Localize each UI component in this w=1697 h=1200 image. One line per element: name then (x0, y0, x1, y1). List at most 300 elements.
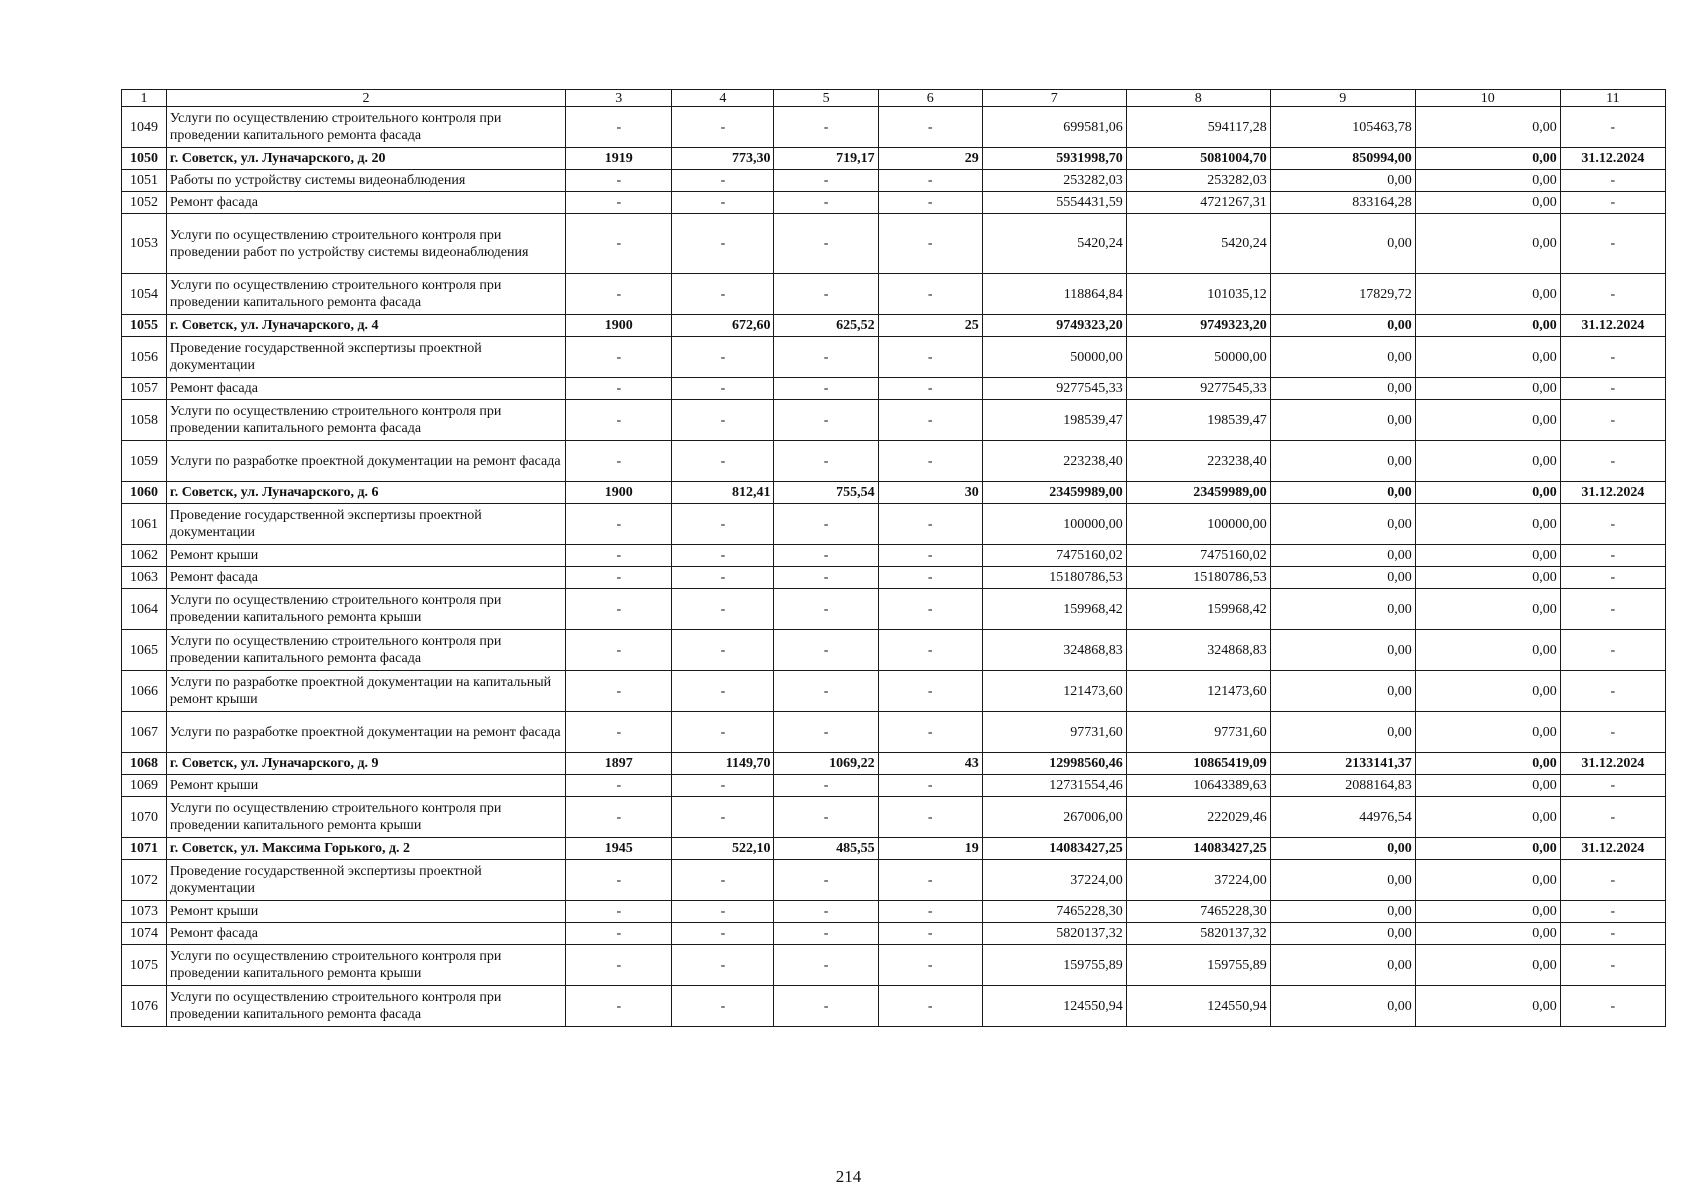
total-cost-cell: 198539,47 (982, 400, 1126, 441)
row-number-cell: 1064 (122, 589, 167, 630)
other-cost-cell: 0,00 (1270, 712, 1415, 753)
total-cost-cell: 124550,94 (982, 986, 1126, 1027)
residents-cell: 30 (878, 482, 982, 504)
total-area-cell: - (672, 545, 774, 567)
total-area-cell: - (672, 107, 774, 148)
fund-cost-cell: 5081004,70 (1126, 148, 1270, 170)
year-cell: 1900 (566, 482, 672, 504)
fund-cost-cell: 9749323,20 (1126, 315, 1270, 337)
total-cost-cell: 12998560,46 (982, 753, 1126, 775)
table-row (122, 504, 1666, 545)
table-row (122, 192, 1666, 214)
other-cost-cell: 0,00 (1270, 337, 1415, 378)
fund-cost-cell: 97731,60 (1126, 712, 1270, 753)
work-name-cell: г. Советск, ул. Луначарского, д. 9 (166, 753, 565, 775)
other-cost-cell: 0,00 (1270, 378, 1415, 400)
address-row (122, 838, 1666, 860)
row-number-cell: 1076 (122, 986, 167, 1027)
fund-cost-cell: 4721267,31 (1126, 192, 1270, 214)
deadline-cell: - (1560, 337, 1665, 378)
table-row (122, 797, 1666, 838)
deadline-cell: - (1560, 901, 1665, 923)
residents-cell: 43 (878, 753, 982, 775)
row-number-cell: 1061 (122, 504, 167, 545)
owners-cost-cell: 0,00 (1415, 482, 1560, 504)
column-header: 7 (982, 90, 1126, 107)
living-area-cell: - (774, 441, 878, 482)
total-cost-cell: 5420,24 (982, 214, 1126, 274)
column-header: 2 (166, 90, 565, 107)
deadline-cell: - (1560, 400, 1665, 441)
row-number-cell: 1059 (122, 441, 167, 482)
fund-cost-cell: 253282,03 (1126, 170, 1270, 192)
living-area-cell: - (774, 589, 878, 630)
table-row (122, 712, 1666, 753)
total-area-cell: - (672, 923, 774, 945)
row-number-cell: 1075 (122, 945, 167, 986)
other-cost-cell: 0,00 (1270, 545, 1415, 567)
total-area-cell: 522,10 (672, 838, 774, 860)
column-header: 5 (774, 90, 878, 107)
residents-cell: - (878, 630, 982, 671)
other-cost-cell: 0,00 (1270, 923, 1415, 945)
year-cell: - (566, 712, 672, 753)
living-area-cell: - (774, 901, 878, 923)
living-area-cell: - (774, 775, 878, 797)
other-cost-cell: 0,00 (1270, 589, 1415, 630)
year-cell: - (566, 504, 672, 545)
year-cell: - (566, 630, 672, 671)
year-cell: 1900 (566, 315, 672, 337)
deadline-cell: 31.12.2024 (1560, 838, 1665, 860)
work-name-cell: Услуги по разработке проектной документации на ремонт фасада (166, 712, 565, 753)
row-number-cell: 1052 (122, 192, 167, 214)
owners-cost-cell: 0,00 (1415, 274, 1560, 315)
deadline-cell: - (1560, 378, 1665, 400)
deadline-cell: - (1560, 671, 1665, 712)
owners-cost-cell: 0,00 (1415, 400, 1560, 441)
total-area-cell: - (672, 775, 774, 797)
fund-cost-cell: 159755,89 (1126, 945, 1270, 986)
work-name-cell: Проведение государственной экспертизы проектной документации (166, 337, 565, 378)
living-area-cell: - (774, 860, 878, 901)
living-area-cell: 1069,22 (774, 753, 878, 775)
other-cost-cell: 0,00 (1270, 170, 1415, 192)
deadline-cell: 31.12.2024 (1560, 753, 1665, 775)
total-area-cell: 672,60 (672, 315, 774, 337)
owners-cost-cell: 0,00 (1415, 797, 1560, 838)
total-cost-cell: 100000,00 (982, 504, 1126, 545)
total-area-cell: - (672, 337, 774, 378)
row-number-cell: 1050 (122, 148, 167, 170)
column-header: 9 (1270, 90, 1415, 107)
year-cell: - (566, 378, 672, 400)
address-row (122, 148, 1666, 170)
total-cost-cell: 159968,42 (982, 589, 1126, 630)
fund-cost-cell: 15180786,53 (1126, 567, 1270, 589)
row-number-cell: 1062 (122, 545, 167, 567)
other-cost-cell: 0,00 (1270, 945, 1415, 986)
column-header: 3 (566, 90, 672, 107)
total-cost-cell: 37224,00 (982, 860, 1126, 901)
owners-cost-cell: 0,00 (1415, 630, 1560, 671)
residents-cell: - (878, 400, 982, 441)
owners-cost-cell: 0,00 (1415, 378, 1560, 400)
fund-cost-cell: 198539,47 (1126, 400, 1270, 441)
deadline-cell: - (1560, 775, 1665, 797)
total-cost-cell: 15180786,53 (982, 567, 1126, 589)
address-row (122, 753, 1666, 775)
work-name-cell: г. Советск, ул. Максима Горького, д. 2 (166, 838, 565, 860)
residents-cell: 19 (878, 838, 982, 860)
work-name-cell: Ремонт крыши (166, 545, 565, 567)
deadline-cell: - (1560, 567, 1665, 589)
deadline-cell: - (1560, 589, 1665, 630)
year-cell: - (566, 214, 672, 274)
deadline-cell: - (1560, 192, 1665, 214)
address-row (122, 315, 1666, 337)
living-area-cell: - (774, 712, 878, 753)
living-area-cell: - (774, 192, 878, 214)
fund-cost-cell: 10643389,63 (1126, 775, 1270, 797)
row-number-cell: 1069 (122, 775, 167, 797)
living-area-cell: - (774, 107, 878, 148)
table-row (122, 214, 1666, 274)
other-cost-cell: 0,00 (1270, 315, 1415, 337)
living-area-cell: - (774, 378, 878, 400)
column-header: 11 (1560, 90, 1665, 107)
fund-cost-cell: 159968,42 (1126, 589, 1270, 630)
column-number-header-row (122, 90, 1666, 107)
owners-cost-cell: 0,00 (1415, 315, 1560, 337)
total-cost-cell: 50000,00 (982, 337, 1126, 378)
year-cell: - (566, 589, 672, 630)
table-row (122, 274, 1666, 315)
total-area-cell: - (672, 504, 774, 545)
work-name-cell: Ремонт крыши (166, 775, 565, 797)
living-area-cell: 719,17 (774, 148, 878, 170)
column-header: 4 (672, 90, 774, 107)
other-cost-cell: 0,00 (1270, 482, 1415, 504)
living-area-cell: - (774, 671, 878, 712)
residents-cell: - (878, 567, 982, 589)
deadline-cell: - (1560, 712, 1665, 753)
other-cost-cell: 0,00 (1270, 567, 1415, 589)
address-row (122, 482, 1666, 504)
column-header: 8 (1126, 90, 1270, 107)
living-area-cell: - (774, 545, 878, 567)
year-cell: - (566, 441, 672, 482)
row-number-cell: 1055 (122, 315, 167, 337)
total-cost-cell: 5554431,59 (982, 192, 1126, 214)
deadline-cell: - (1560, 504, 1665, 545)
table-row (122, 589, 1666, 630)
deadline-cell: - (1560, 945, 1665, 986)
owners-cost-cell: 0,00 (1415, 753, 1560, 775)
year-cell: - (566, 797, 672, 838)
row-number-cell: 1060 (122, 482, 167, 504)
table-row (122, 378, 1666, 400)
living-area-cell: - (774, 504, 878, 545)
living-area-cell: - (774, 337, 878, 378)
owners-cost-cell: 0,00 (1415, 838, 1560, 860)
residents-cell: - (878, 337, 982, 378)
total-area-cell: - (672, 378, 774, 400)
fund-cost-cell: 5420,24 (1126, 214, 1270, 274)
fund-cost-cell: 594117,28 (1126, 107, 1270, 148)
owners-cost-cell: 0,00 (1415, 589, 1560, 630)
total-area-cell: - (672, 441, 774, 482)
total-area-cell: 1149,70 (672, 753, 774, 775)
residents-cell: 25 (878, 315, 982, 337)
row-number-cell: 1054 (122, 274, 167, 315)
fund-cost-cell: 121473,60 (1126, 671, 1270, 712)
residents-cell: - (878, 923, 982, 945)
living-area-cell: - (774, 945, 878, 986)
living-area-cell: 625,52 (774, 315, 878, 337)
deadline-cell: - (1560, 986, 1665, 1027)
fund-cost-cell: 124550,94 (1126, 986, 1270, 1027)
work-name-cell: г. Советск, ул. Луначарского, д. 6 (166, 482, 565, 504)
year-cell: 1897 (566, 753, 672, 775)
total-cost-cell: 9277545,33 (982, 378, 1126, 400)
work-name-cell: г. Советск, ул. Луначарского, д. 20 (166, 148, 565, 170)
deadline-cell: - (1560, 923, 1665, 945)
table-row (122, 901, 1666, 923)
total-area-cell: - (672, 170, 774, 192)
page-number: 214 (835, 1167, 862, 1186)
year-cell: 1919 (566, 148, 672, 170)
fund-cost-cell: 222029,46 (1126, 797, 1270, 838)
living-area-cell: - (774, 274, 878, 315)
year-cell: - (566, 901, 672, 923)
work-name-cell: Ремонт фасада (166, 378, 565, 400)
year-cell: - (566, 567, 672, 589)
year-cell: - (566, 945, 672, 986)
residents-cell: - (878, 441, 982, 482)
work-name-cell: Проведение государственной экспертизы проектной документации (166, 860, 565, 901)
column-header: 1 (122, 90, 167, 107)
row-number-cell: 1053 (122, 214, 167, 274)
residents-cell: - (878, 274, 982, 315)
table-row (122, 923, 1666, 945)
work-name-cell: Ремонт крыши (166, 901, 565, 923)
work-name-cell: Услуги по осуществлению строительного контроля при проведении капитального ремонта крыши (166, 945, 565, 986)
other-cost-cell: 0,00 (1270, 986, 1415, 1027)
work-name-cell: Услуги по осуществлению строительного контроля при проведении капитального ремонта фасада (166, 274, 565, 315)
year-cell: - (566, 671, 672, 712)
fund-cost-cell: 5820137,32 (1126, 923, 1270, 945)
row-number-cell: 1071 (122, 838, 167, 860)
owners-cost-cell: 0,00 (1415, 860, 1560, 901)
table-row (122, 400, 1666, 441)
residents-cell: - (878, 986, 982, 1027)
residents-cell: - (878, 945, 982, 986)
work-name-cell: Услуги по разработке проектной документации на капитальный ремонт крыши (166, 671, 565, 712)
total-area-cell: - (672, 274, 774, 315)
living-area-cell: 485,55 (774, 838, 878, 860)
table-row (122, 986, 1666, 1027)
total-area-cell: - (672, 986, 774, 1027)
year-cell: - (566, 545, 672, 567)
year-cell: - (566, 107, 672, 148)
fund-cost-cell: 100000,00 (1126, 504, 1270, 545)
row-number-cell: 1072 (122, 860, 167, 901)
owners-cost-cell: 0,00 (1415, 671, 1560, 712)
deadline-cell: - (1560, 107, 1665, 148)
work-name-cell: Услуги по осуществлению строительного контроля при проведении капитального ремонта фасада (166, 986, 565, 1027)
row-number-cell: 1063 (122, 567, 167, 589)
deadline-cell: 31.12.2024 (1560, 148, 1665, 170)
total-cost-cell: 23459989,00 (982, 482, 1126, 504)
total-cost-cell: 9749323,20 (982, 315, 1126, 337)
table-row (122, 671, 1666, 712)
year-cell: - (566, 274, 672, 315)
other-cost-cell: 833164,28 (1270, 192, 1415, 214)
total-area-cell: - (672, 192, 774, 214)
row-number-cell: 1066 (122, 671, 167, 712)
total-cost-cell: 159755,89 (982, 945, 1126, 986)
work-name-cell: Услуги по осуществлению строительного контроля при проведении работ по устройству системы видеонаблюдения (166, 214, 565, 274)
work-name-cell: Услуги по осуществлению строительного контроля при проведении капитального ремонта фасада (166, 400, 565, 441)
residents-cell: - (878, 589, 982, 630)
total-area-cell: 773,30 (672, 148, 774, 170)
work-name-cell: Услуги по осуществлению строительного контроля при проведении капитального ремонта фасада (166, 107, 565, 148)
residents-cell: - (878, 901, 982, 923)
year-cell: - (566, 337, 672, 378)
work-name-cell: Услуги по разработке проектной документации на ремонт фасада (166, 441, 565, 482)
fund-cost-cell: 23459989,00 (1126, 482, 1270, 504)
fund-cost-cell: 223238,40 (1126, 441, 1270, 482)
total-area-cell: - (672, 214, 774, 274)
total-area-cell: - (672, 567, 774, 589)
total-cost-cell: 5931998,70 (982, 148, 1126, 170)
owners-cost-cell: 0,00 (1415, 945, 1560, 986)
residents-cell: - (878, 671, 982, 712)
owners-cost-cell: 0,00 (1415, 567, 1560, 589)
total-area-cell: - (672, 589, 774, 630)
residents-cell: - (878, 192, 982, 214)
total-area-cell: - (672, 945, 774, 986)
residents-cell: - (878, 214, 982, 274)
living-area-cell: - (774, 923, 878, 945)
deadline-cell: 31.12.2024 (1560, 482, 1665, 504)
deadline-cell: - (1560, 170, 1665, 192)
total-area-cell: 812,41 (672, 482, 774, 504)
other-cost-cell: 2133141,37 (1270, 753, 1415, 775)
residents-cell: - (878, 170, 982, 192)
table-row (122, 545, 1666, 567)
total-cost-cell: 97731,60 (982, 712, 1126, 753)
fund-cost-cell: 9277545,33 (1126, 378, 1270, 400)
work-name-cell: Услуги по осуществлению строительного контроля при проведении капитального ремонта фасада (166, 630, 565, 671)
owners-cost-cell: 0,00 (1415, 923, 1560, 945)
other-cost-cell: 0,00 (1270, 860, 1415, 901)
work-name-cell: г. Советск, ул. Луначарского, д. 4 (166, 315, 565, 337)
work-name-cell: Ремонт фасада (166, 567, 565, 589)
total-area-cell: - (672, 671, 774, 712)
table-row (122, 567, 1666, 589)
living-area-cell: - (774, 170, 878, 192)
year-cell: 1945 (566, 838, 672, 860)
fund-cost-cell: 14083427,25 (1126, 838, 1270, 860)
total-area-cell: - (672, 901, 774, 923)
owners-cost-cell: 0,00 (1415, 107, 1560, 148)
year-cell: - (566, 170, 672, 192)
total-cost-cell: 14083427,25 (982, 838, 1126, 860)
fund-cost-cell: 10865419,09 (1126, 753, 1270, 775)
fund-cost-cell: 324868,83 (1126, 630, 1270, 671)
deadline-cell: 31.12.2024 (1560, 315, 1665, 337)
table-row (122, 441, 1666, 482)
table-row (122, 107, 1666, 148)
work-name-cell: Проведение государственной экспертизы проектной документации (166, 504, 565, 545)
row-number-cell: 1073 (122, 901, 167, 923)
year-cell: - (566, 775, 672, 797)
residents-cell: - (878, 712, 982, 753)
total-area-cell: - (672, 860, 774, 901)
row-number-cell: 1049 (122, 107, 167, 148)
other-cost-cell: 0,00 (1270, 671, 1415, 712)
residents-cell: - (878, 860, 982, 901)
work-name-cell: Работы по устройству системы видеонаблюдения (166, 170, 565, 192)
row-number-cell: 1057 (122, 378, 167, 400)
table-row (122, 945, 1666, 986)
deadline-cell: - (1560, 214, 1665, 274)
other-cost-cell: 44976,54 (1270, 797, 1415, 838)
table-row (122, 170, 1666, 192)
residents-cell: - (878, 797, 982, 838)
total-cost-cell: 7475160,02 (982, 545, 1126, 567)
table-row (122, 860, 1666, 901)
year-cell: - (566, 923, 672, 945)
row-number-cell: 1058 (122, 400, 167, 441)
deadline-cell: - (1560, 274, 1665, 315)
living-area-cell: - (774, 567, 878, 589)
row-number-cell: 1074 (122, 923, 167, 945)
living-area-cell: - (774, 986, 878, 1027)
residents-cell: 29 (878, 148, 982, 170)
total-cost-cell: 253282,03 (982, 170, 1126, 192)
total-cost-cell: 267006,00 (982, 797, 1126, 838)
row-number-cell: 1068 (122, 753, 167, 775)
owners-cost-cell: 0,00 (1415, 504, 1560, 545)
column-header: 6 (878, 90, 982, 107)
total-cost-cell: 118864,84 (982, 274, 1126, 315)
other-cost-cell: 2088164,83 (1270, 775, 1415, 797)
owners-cost-cell: 0,00 (1415, 337, 1560, 378)
residents-cell: - (878, 545, 982, 567)
table-row (122, 775, 1666, 797)
table-body (122, 90, 1666, 1027)
work-name-cell: Услуги по осуществлению строительного контроля при проведении капитального ремонта крыши (166, 797, 565, 838)
fund-cost-cell: 37224,00 (1126, 860, 1270, 901)
year-cell: - (566, 192, 672, 214)
other-cost-cell: 17829,72 (1270, 274, 1415, 315)
owners-cost-cell: 0,00 (1415, 192, 1560, 214)
other-cost-cell: 0,00 (1270, 400, 1415, 441)
living-area-cell: - (774, 797, 878, 838)
owners-cost-cell: 0,00 (1415, 775, 1560, 797)
total-cost-cell: 12731554,46 (982, 775, 1126, 797)
total-area-cell: - (672, 712, 774, 753)
work-name-cell: Ремонт фасада (166, 192, 565, 214)
residents-cell: - (878, 504, 982, 545)
row-number-cell: 1051 (122, 170, 167, 192)
owners-cost-cell: 0,00 (1415, 901, 1560, 923)
deadline-cell: - (1560, 860, 1665, 901)
living-area-cell: - (774, 214, 878, 274)
